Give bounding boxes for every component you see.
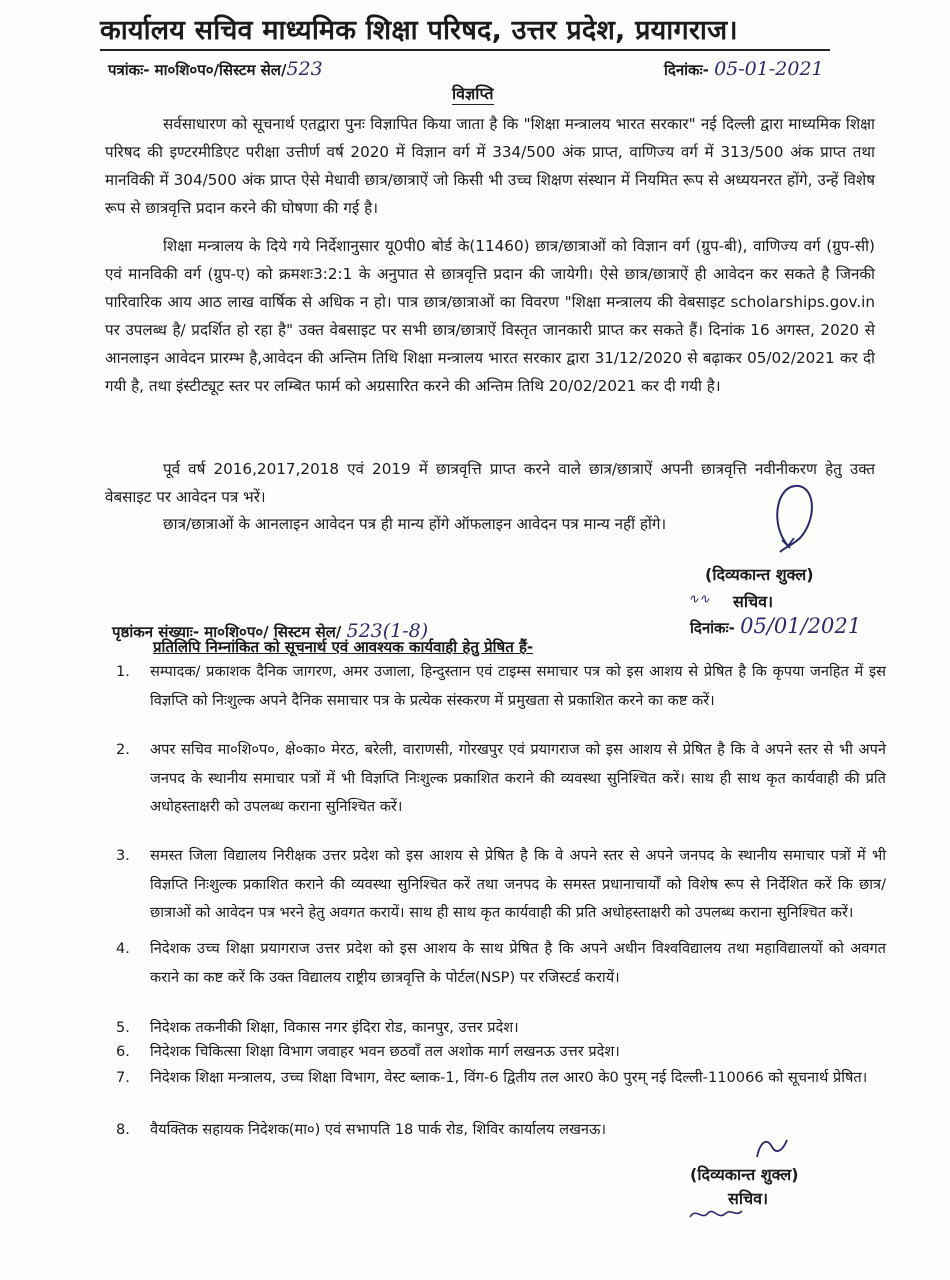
signatory-role-2: सचिव।: [728, 1189, 769, 1208]
signatory-name-1: (दिव्यकान्त शुक्ल): [705, 565, 814, 584]
reference-line: [108, 58, 323, 80]
signature-mark-2: [752, 1132, 792, 1162]
office-title: कार्यालय सचिव माध्यमिक शिक्षा परिषद, उत्तर प्रदेश, प्रयागराज।: [100, 10, 830, 51]
date-value: 05-01-2021: [714, 58, 824, 80]
signature-date-line: [690, 614, 861, 638]
initials-mark: ∿∿: [688, 592, 710, 607]
notice-paragraph-3: पूर्व वर्ष 2016,2017,2018 एवं 2019 में छात्रवृत्ति प्राप्त करने वाले छात्र/छात्राऐं अपनी छात्रवृत्ति नवीनीकरण हेतु उक्त वेबसाइट पर आवेदन पत्र भरें।: [105, 460, 875, 506]
reference-number: 523: [286, 58, 323, 80]
date-line: [664, 58, 824, 80]
document-page: कार्यालय सचिव माध्यमिक शिक्षा परिषद, उत्तर प्रदेश, प्रयागराज। पत्रांकः- मा०शि०प०/सिस्टम सेल/523 दिनांकः- 05-01-2021 विज्ञप्ति सर्वसाधारण को सूचनार्थ एतद्वारा पुनः विज्ञापित किया जाता है कि "शिक्षा मन्त्रालय भारत सरकार" नई दिल्ली द्वारा माध्यमिक शिक्षा परिषद की इण्टरमीडिएट परीक्षा उत्तीर्ण वर्ष 2020 में विज्ञान वर्ग में 334/500 अंक प्राप्त, वाणिज्य वर्ग में 313/500 अंक प्राप्त तथा मानविकी में 304/500 अंक प्राप्त ऐसे मेधावी छात्र/छात्राऐं जो किसी भी उच्च शिक्षण संस्थान में नियमित रूप से अध्ययनरत होंगे, उन्हें विशेष रूप से छात्रवृत्ति प्रदान करने की घोषणा की गई है। शिक्षा मन्त्रालय के दिये गये निर्देशानुसार यू0पी0 बोर्ड के(11460) छात्र/छात्राओं को विज्ञान वर्ग (ग्रुप-बी), वाणिज्य वर्ग (ग्रुप-सी) एवं मानविकी वर्ग (ग्रुप-ए) को क्रमशः3:2:1 के अनुपात से छात्रवृत्ति प्रदान की जायेगी। ऐसे छात्र/छात्राऐं ही आवेदन कर सकते है जिनकी पारिवारिक आय आठ लाख वार्षिक से अधिक न हो। पात्र छात्र/छात्राओं का विवरण "शिक्षा मन्त्रालय की वेबसाइट scholarships.gov.in पर उपलब्ध है/ प्रदर्शित हो रहा है" उक्त वेबसाइट पर सभी छात्र/छात्राऐं विस्तृत जानकारी प्राप्त कर सकते हैं। दिनांक 16 अगस्त, 2020 से आनलाइन आवेदन प्रारम्भ है,आवेदन की अन्तिम तिथि शिक्षा मन्त्रालय भारत सरकार द्वारा 31/12/2020 से बढ़ाकर 05/02/2021 कर दी गयी है, तथा इंस्टीट्यूट स्तर पर लम्बित फार्म को अग्रसारित करने की अन्तिम तिथि 20/02/2021 कर दी गयी है। पूर्व वर्ष 2016,2017,2018 एवं 2019 में छात्रवृत्ति प्राप्त करने वाले छात्र/छात्राऐं अपनी छात्रवृत्ति नवीनीकरण हेतु उक्त वेबसाइट पर आवेदन पत्र भरें। छात्र/छात्राओं के आनलाइन आवेदन पत्र ही मान्य होंगे ऑफलाइन आवेदन पत्र मान्य नहीं होंगे। (दिव्यकान्त शुक्ल) सचिव। ∿∿ दिनांकः- 05/01/2021 पृष्ठांकन संख्याः- मा०शि०प०/ सिस्टम सेल/ 523(1-8) प्रतिलिपि निम्नांकित को सूचनार्थ एवं आवश्यक कार्यवाही हेतु प्रेषित हैं- 1. सम्पादक/ प्रकाशक दैनिक जागरण, अमर उजाला, हिन्दुस्तान एवं टाइम्स समाचार पत्र को इस आशय से प्रेषित है कि कृपया जनहित में इस विज्ञप्ति को निःशुल्क अपने दैनिक समाचार पत्र के प्रत्येक संस्करण में प्रमुखता से प्रकाशित करने का कष्ट करें। 2. अपर सचिव मा०शि०प०, क्षे०का० मेरठ, बरेली, वाराणसी, गोरखपुर एवं प्रयागराज को इस आशय से प्रेषित है कि वे अपने स्तर से भी अपने जनपद के स्थानीय समाचार पत्रों में भी विज्ञप्ति निःशुल्क प्रकाशित कराने की व्यवस्था सुनिश्चित करें। साथ ही साथ कृत कार्यवाही की प्रति अधोहस्ताक्षरी को उपलब्ध कराना सुनिश्चित करें। 3. समस्त जिला विद्यालय निरीक्षक उत्तर प्रदेश को इस आशय से प्रेषित है कि वे अपने स्तर से अपने जनपद के स्थानीय समाचार पत्रों में भी विज्ञप्ति निःशुल्क प्रकाशित कराने की व्यवस्था सुनिश्चित करें तथा जनपद के समस्त प्रधानाचार्यों को विशेष रूप से निर्देशित करें कि छात्र/छात्राओं को आवेदन पत्र भरने हेतु अवगत करायें। साथ ही साथ कृत कार्यवाही की प्रति अधोहस्ताक्षरी को उपलब्ध कराना सुनिश्चित करें। 4. निदेशक उच्च शिक्षा प्रयागराज उत्तर प्रदेश को इस आशय के साथ प्रेषित है कि अपने अधीन विश्वविद्यालय तथा महाविद्यालयों को अवगत कराने का कष्ट करें कि उक्त विद्यालय राष्ट्रीय छात्रवृत्ति के पोर्टल(NSP) पर रजिस्टर्ड करायें। 5. निदेशक तकनीकी शिक्षा, विकास नगर इंदिरा रोड, कानपुर, उत्तर प्रदेश। 6. निदेशक चिकित्सा शिक्षा विभाग जवाहर भवन छठवाँ तल अशोक मार्ग लखनऊ उत्तर प्रदेश। 7. निदेशक शिक्षा मन्त्रालय, उच्च शिक्षा विभाग, वेस्ट ब्लाक-1, विंग-6 द्वितीय तल आर0 के0 पुरम् नई दिल्ली-110066 को सूचनार्थ प्रेषित। 8. वैयक्तिक सहायक निदेशक(मा०) एवं सभापति 18 पार्क रोड, शिविर कार्यालय लखनऊ। (दिव्यकान्त शुक्ल) सचिव।: [0, 0, 950, 1280]
signature-mark-1: [760, 478, 830, 558]
notice-paragraph-2: शिक्षा मन्त्रालय के दिये गये निर्देशानुसार यू0पी0 बोर्ड के(11460) छात्र/छात्राओं को विज्ञान वर्ग (ग्रुप-बी), वाणिज्य वर्ग (ग्रुप-सी) एवं मानविकी वर्ग (ग्रुप-ए) को क्रमशः3:2:1 के अनुपात से छात्रवृत्ति प्रदान की जायेगी। ऐसे छात्र/छात्राऐं ही आवेदन कर सकते है जिनकी पारिवारिक आय आठ लाख वार्षिक से अधिक न हो। पात्र छात्र/छात्राओं का विवरण "शिक्षा मन्त्रालय की वेबसाइट scholarships.gov.in पर उपलब्ध है/ प्रदर्शित हो रहा है" उक्त वेबसाइट पर सभी छात्र/छात्राऐं विस्तृत जानकारी प्राप्त कर सकते हैं। दिनांक 16 अगस्त, 2020 से आनलाइन आवेदन प्रारम्भ है,आवेदन की अन्तिम तिथि शिक्षा मन्त्रालय भारत सरकार द्वारा 31/12/2020 से बढ़ाकर 05/02/2021 कर दी गयी है, तथा इंस्टीट्यूट स्तर पर लम्बित फार्म को अग्रसारित करने की अन्तिम तिथि 20/02/2021 कर दी गयी है।: [105, 237, 875, 395]
signature-date-label: दिनांकः-: [690, 619, 735, 637]
initials-mark-2: [686, 1203, 746, 1225]
signature-date-value: 05/01/2021: [740, 614, 862, 638]
date-label: दिनांकः-: [664, 61, 709, 79]
endorsement-number: 523(1-8): [346, 620, 429, 642]
reference-label: पत्रांकः- मा०शि०प०/सिस्टम सेल/: [108, 61, 287, 79]
signatory-name-2: (दिव्यकान्त शुक्ल): [690, 1165, 799, 1184]
signatory-role-1: सचिव।: [733, 592, 774, 611]
notice-heading: विज्ञप्ति: [452, 84, 494, 103]
notice-paragraph-4: छात्र/छात्राओं के आनलाइन आवेदन पत्र ही मान्य होंगे ऑफलाइन आवेदन पत्र मान्य नहीं होंगे।: [163, 515, 667, 533]
endorsement-label: पृष्ठांकन संख्याः- मा०शि०प०/ सिस्टम सेल/: [112, 623, 342, 641]
notice-paragraph-1: सर्वसाधारण को सूचनार्थ एतद्वारा पुनः विज्ञापित किया जाता है कि "शिक्षा मन्त्रालय भारत सरकार" नई दिल्ली द्वारा माध्यमिक शिक्षा परिषद की इण्टरमीडिएट परीक्षा उत्तीर्ण वर्ष 2020 में विज्ञान वर्ग में 334/500 अंक प्राप्त, वाणिज्य वर्ग में 313/500 अंक प्राप्त तथा मानविकी में 304/500 अंक प्राप्त ऐसे मेधावी छात्र/छात्राऐं जो किसी भी उच्च शिक्षण संस्थान में नियमित रूप से अध्ययनरत होंगे, उन्हें विशेष रूप से छात्रवृत्ति प्रदान करने की घोषणा की गई है।: [105, 115, 875, 217]
copy-intro: प्रतिलिपि निम्नांकित को सूचनार्थ एवं आवश्यक कार्यवाही हेतु प्रेषित हैं-: [153, 638, 534, 656]
